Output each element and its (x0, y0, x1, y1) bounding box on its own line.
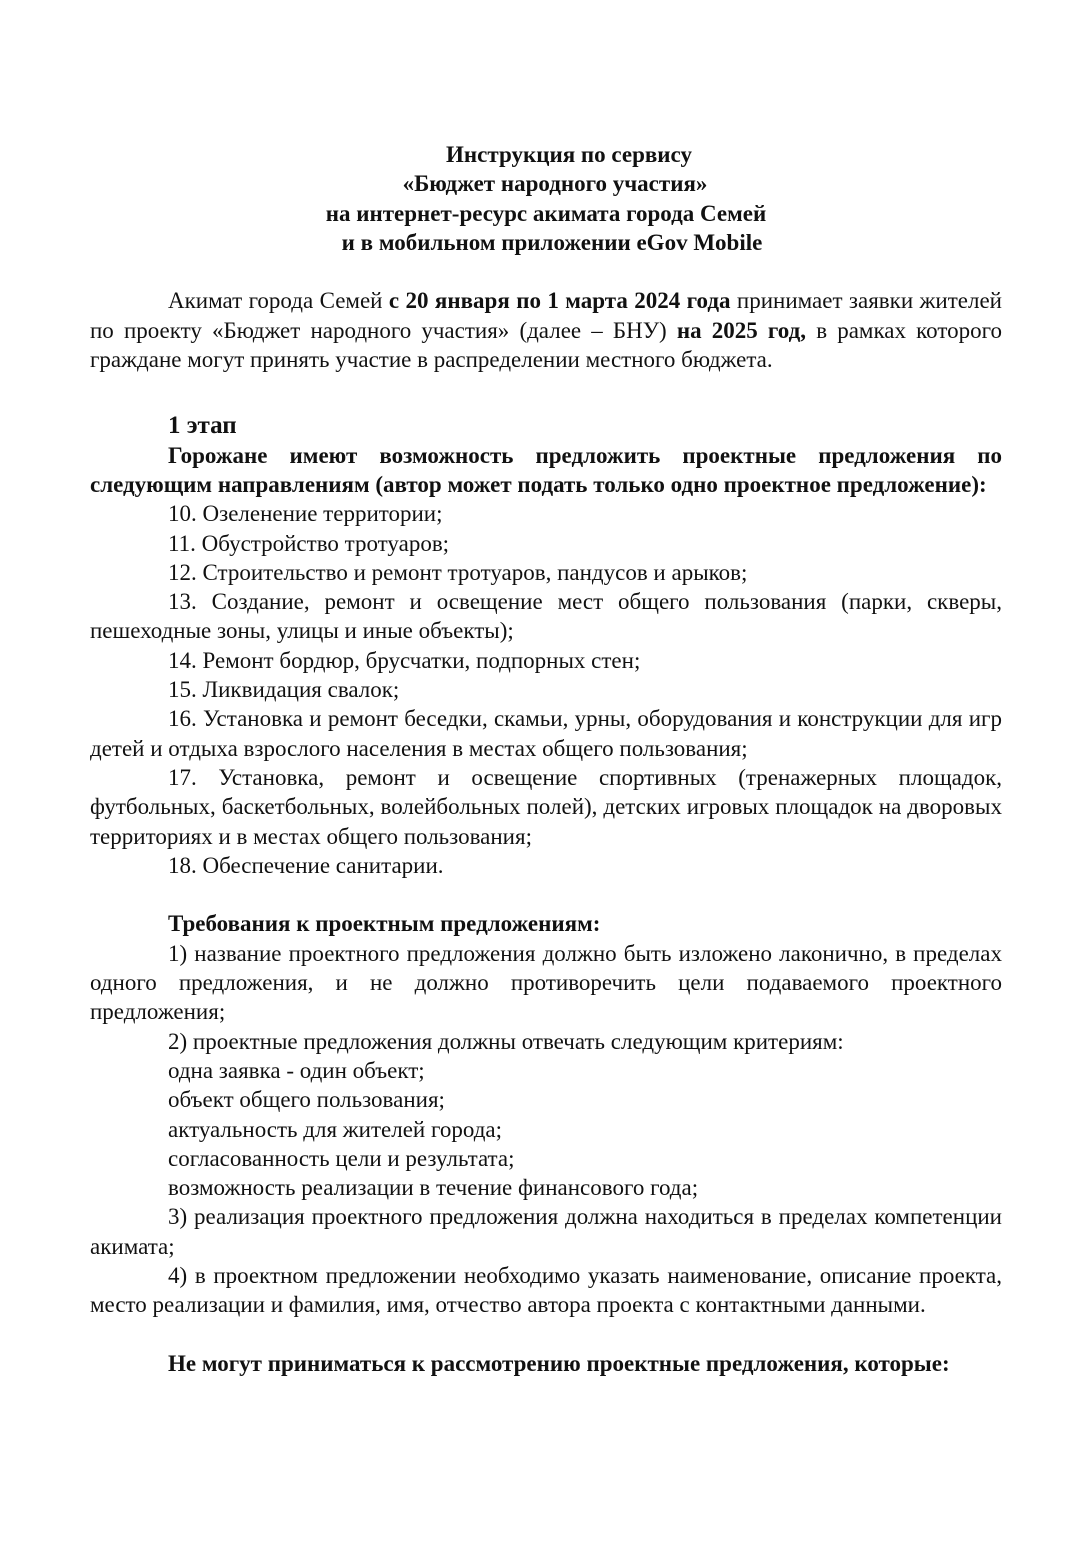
list-item: 18. Обеспечение санитарии. (168, 852, 444, 878)
list-item: 10. Озеленение территории; (168, 501, 443, 527)
requirements-heading: Требования к проектным предложениям: (168, 911, 601, 937)
list-item: 16. Установка и ремонт беседки, скамьи, урны, оборудования и конструкции для игр детей и отдыха взрослого населения в местах общего пользования; (90, 706, 1002, 761)
intro-dates: с 20 января по 1 марта 2024 года (388, 288, 731, 314)
intro-text-3: в рамках которого граждане могут принять участие в распределении местного бюджета. (90, 317, 1002, 373)
requirement-4: 4) в проектном предложении необходимо указать наименование, описание проекта, место реализации и фамилия, имя, отчество автора проекта с контактными данными. (90, 1262, 1002, 1318)
requirement-2: 2) проектные предложения должны отвечать следующим критериям: (168, 1028, 844, 1054)
criterion-item: возможность реализации в течение финансового года; (168, 1175, 699, 1201)
criterion-item: объект общего пользования; (168, 1087, 445, 1113)
list-item: 11. Обустройство тротуаров; (168, 530, 450, 556)
list-item: 15. Ликвидация свалок; (168, 677, 400, 703)
list-item: 12. Строительство и ремонт тротуаров, пандусов и арыков; (168, 559, 748, 585)
stage-lead: Горожане имеют возможность предложить проектные предложения по следующим направлениям (автор может подать только одно проектное предложение): (90, 442, 1002, 497)
intro-text-2: принимает заявки жителей по проекту «Бюджет народного участия» (далее – БНУ) (90, 288, 1002, 343)
requirement-3: 3) реализация проектного предложения должна находиться в пределах компетенции акимата; (90, 1204, 1002, 1259)
criterion-item: согласованность цели и результата; (168, 1145, 515, 1171)
document-title (90, 140, 1002, 257)
title-line-1: Инструкция по сервису (446, 142, 692, 167)
title-line-4: и в мобильном приложении eGov Mobile (341, 229, 763, 255)
list-item: 17. Установка, ремонт и освещение спортивных (тренажерных площадок, футбольных, баскетбольных, волейбольных полей), детских игровых площадок на дворовых территориях и в местах общего пользования; (90, 764, 1002, 849)
intro-year: на 2025 год, (676, 317, 807, 343)
stage-heading: 1 этап (168, 412, 237, 440)
criterion-item: актуальность для жителей города; (168, 1116, 502, 1142)
title-line-3: на интернет-ресурс акимата города Семей (325, 200, 767, 226)
intro-paragraph (90, 286, 1002, 374)
list-item: 13. Создание, ремонт и освещение мест общего пользования (парки, скверы, пешеходные зоны, улицы и иные объекты); (90, 589, 1002, 644)
intro-text-1: Акимат города Семей (168, 288, 389, 314)
document-page (90, 140, 1002, 1378)
rejected-heading: Не могут приниматься к рассмотрению проектные предложения, которые: (168, 1350, 950, 1376)
requirement-1: 1) название проектного предложения должно быть изложено лаконично, в пределах одного предложения, и не должно противоречить цели подаваемого проектного предложения; (90, 940, 1002, 1025)
list-item: 14. Ремонт бордюр, брусчатки, подпорных стен; (168, 647, 641, 673)
title-line-2: «Бюджет народного участия» (402, 171, 708, 197)
criterion-item: одна заявка - один объект; (168, 1057, 425, 1083)
